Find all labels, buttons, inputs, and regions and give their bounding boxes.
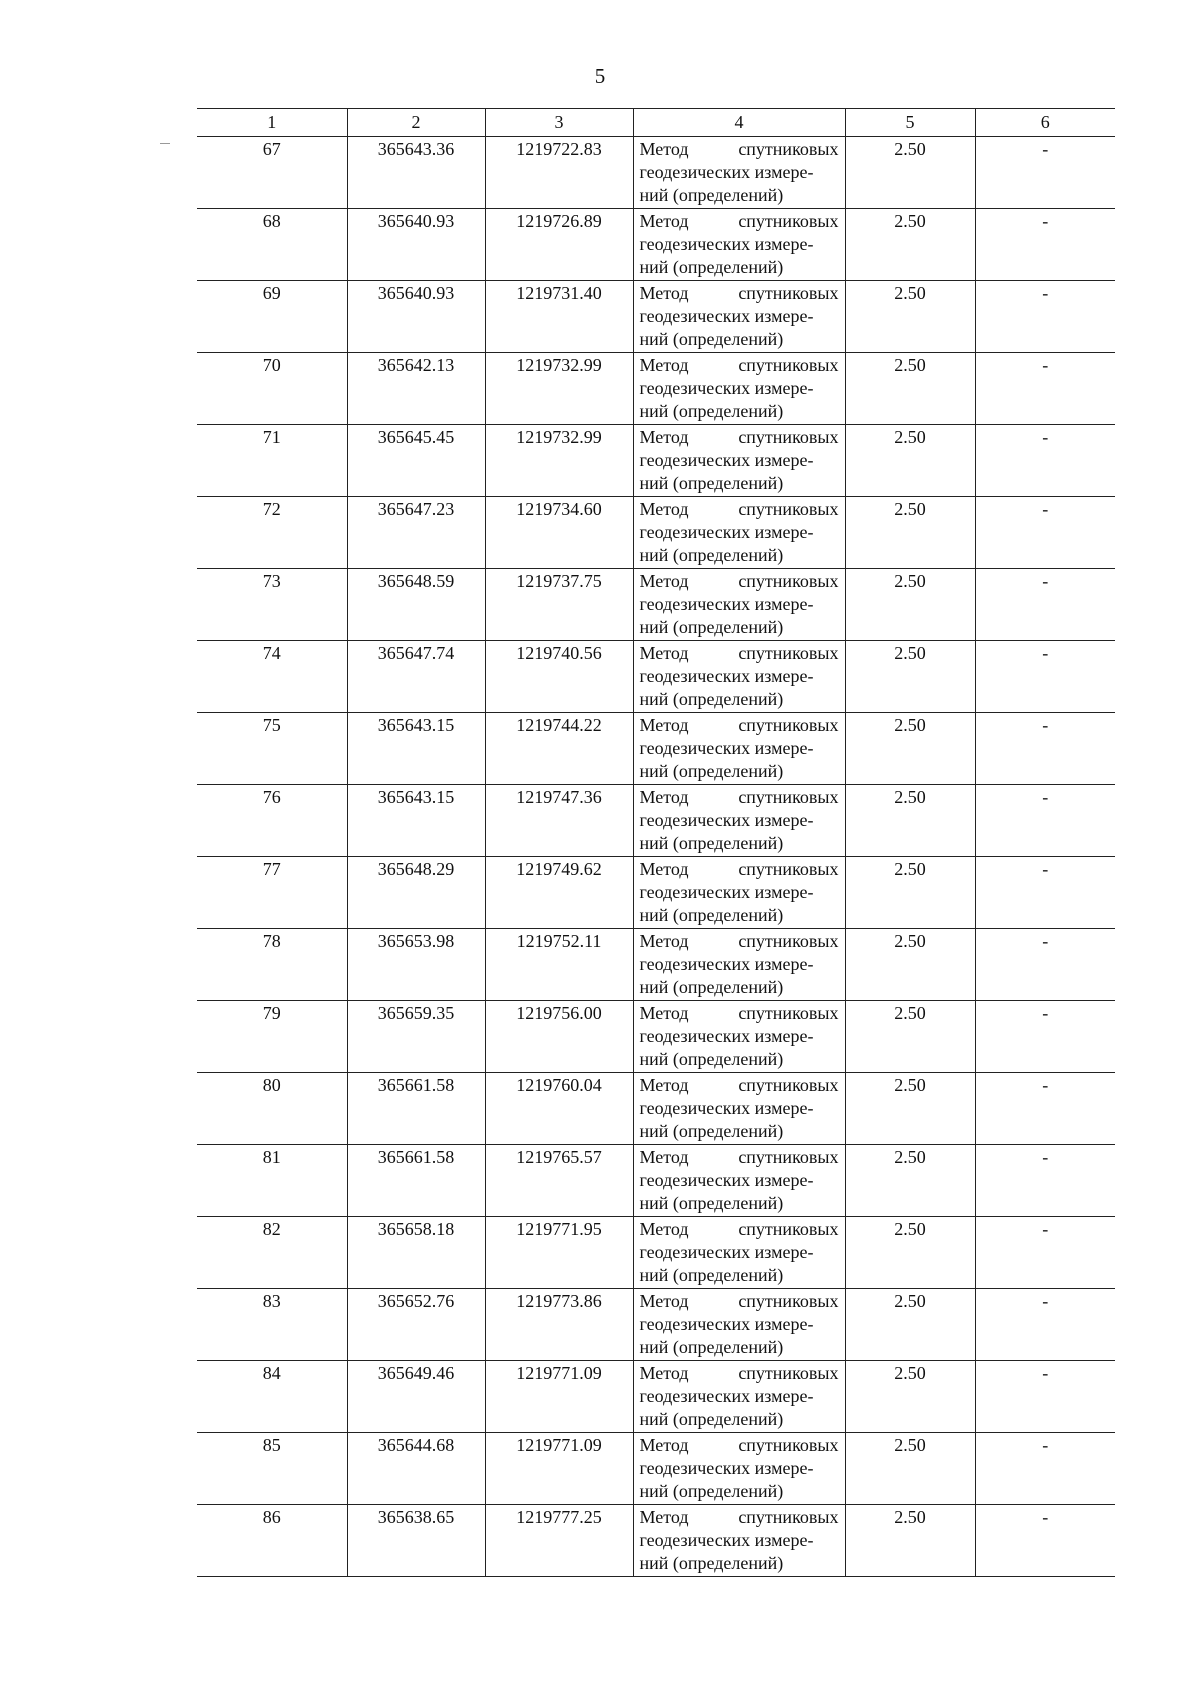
method-line-2: геодезических измере-	[639, 1026, 814, 1046]
method-cell	[633, 1289, 845, 1361]
table-row	[197, 1001, 1115, 1073]
method-line-1	[640, 858, 839, 881]
method-word-2: спутниковых	[738, 859, 839, 879]
table-row	[197, 209, 1115, 281]
header-row	[197, 109, 1115, 137]
method-word-2: спутниковых	[738, 1363, 839, 1383]
header-col-6: 6	[975, 109, 1115, 137]
point-number: 85	[197, 1433, 347, 1505]
table-row	[197, 137, 1115, 209]
method-line-3: ний (определений)	[639, 977, 784, 997]
method-word-2: спутниковых	[738, 1219, 839, 1239]
point-number: 67	[197, 137, 347, 209]
coordinate-y: 1219722.83	[485, 137, 633, 209]
header-col-4: 4	[633, 109, 845, 137]
method-line-3: ний (определений)	[639, 185, 784, 205]
point-number: 75	[197, 713, 347, 785]
coordinate-x: 365640.93	[347, 209, 485, 281]
coordinate-y: 1219737.75	[485, 569, 633, 641]
method-word-2: спутниковых	[738, 1291, 839, 1311]
method-cell	[633, 209, 845, 281]
method-line-1	[640, 1434, 839, 1457]
method-line-1	[640, 786, 839, 809]
method-line-2: геодезических измере-	[639, 234, 814, 254]
method-line-1	[640, 1074, 839, 1097]
coordinate-y: 1219752.11	[485, 929, 633, 1001]
method-line-1	[640, 930, 839, 953]
method-line-3: ний (определений)	[639, 1409, 784, 1429]
accuracy-value: 2.50	[845, 569, 975, 641]
header-col-3: 3	[485, 109, 633, 137]
method-word-2: спутниковых	[738, 211, 839, 231]
method-word-1: Метод	[639, 715, 689, 735]
coordinate-x: 365658.18	[347, 1217, 485, 1289]
coordinate-x: 365645.45	[347, 425, 485, 497]
method-word-2: спутниковых	[738, 1075, 839, 1095]
coordinate-y: 1219744.22	[485, 713, 633, 785]
method-word-2: спутниковых	[738, 1147, 839, 1167]
point-number: 76	[197, 785, 347, 857]
table-row	[197, 857, 1115, 929]
method-word-2: спутниковых	[738, 931, 839, 951]
table-row	[197, 1073, 1115, 1145]
coordinate-y: 1219771.95	[485, 1217, 633, 1289]
scan-mark	[160, 143, 170, 144]
point-number: 78	[197, 929, 347, 1001]
method-line-1	[640, 570, 839, 593]
method-line-1	[640, 714, 839, 737]
coordinate-x: 365648.29	[347, 857, 485, 929]
coordinate-y: 1219771.09	[485, 1433, 633, 1505]
method-word-1: Метод	[639, 643, 689, 663]
method-line-2: геодезических измере-	[639, 162, 814, 182]
method-word-2: спутниковых	[738, 643, 839, 663]
method-word-2: спутниковых	[738, 139, 839, 159]
table-row	[197, 1361, 1115, 1433]
method-word-1: Метод	[639, 571, 689, 591]
method-word-1: Метод	[639, 1363, 689, 1383]
method-word-1: Метод	[639, 499, 689, 519]
method-word-1: Метод	[639, 211, 689, 231]
note-value: -	[975, 1145, 1115, 1217]
note-value: -	[975, 713, 1115, 785]
accuracy-value: 2.50	[845, 1289, 975, 1361]
method-cell	[633, 137, 845, 209]
method-line-3: ний (определений)	[639, 1337, 784, 1357]
method-cell	[633, 353, 845, 425]
method-cell	[633, 857, 845, 929]
note-value: -	[975, 641, 1115, 713]
accuracy-value: 2.50	[845, 641, 975, 713]
method-word-1: Метод	[639, 1219, 689, 1239]
table-row	[197, 281, 1115, 353]
method-word-1: Метод	[639, 787, 689, 807]
coordinate-y: 1219765.57	[485, 1145, 633, 1217]
table-row	[197, 1505, 1115, 1577]
note-value: -	[975, 1361, 1115, 1433]
coordinate-x: 365659.35	[347, 1001, 485, 1073]
method-cell	[633, 1361, 845, 1433]
note-value: -	[975, 209, 1115, 281]
method-line-1	[640, 1362, 839, 1385]
method-line-2: геодезических измере-	[639, 1242, 814, 1262]
method-word-1: Метод	[639, 859, 689, 879]
method-line-3: ний (определений)	[639, 905, 784, 925]
header-col-1: 1	[197, 109, 347, 137]
note-value: -	[975, 1289, 1115, 1361]
point-number: 70	[197, 353, 347, 425]
method-line-2: геодезических измере-	[639, 1386, 814, 1406]
method-line-3: ний (определений)	[639, 1121, 784, 1141]
method-line-2: геодезических измере-	[639, 522, 814, 542]
method-word-1: Метод	[639, 1435, 689, 1455]
method-cell	[633, 425, 845, 497]
method-line-1	[640, 1218, 839, 1241]
method-word-1: Метод	[639, 355, 689, 375]
method-cell	[633, 1001, 845, 1073]
method-line-2: геодезических измере-	[639, 450, 814, 470]
method-word-2: спутниковых	[738, 787, 839, 807]
coordinate-y: 1219760.04	[485, 1073, 633, 1145]
method-line-2: геодезических измере-	[639, 666, 814, 686]
accuracy-value: 2.50	[845, 1433, 975, 1505]
note-value: -	[975, 353, 1115, 425]
coordinate-y: 1219756.00	[485, 1001, 633, 1073]
accuracy-value: 2.50	[845, 857, 975, 929]
coordinate-y: 1219740.56	[485, 641, 633, 713]
table-row	[197, 425, 1115, 497]
method-line-1	[640, 210, 839, 233]
method-line-3: ний (определений)	[639, 1049, 784, 1069]
coordinates-table	[197, 108, 1115, 1577]
accuracy-value: 2.50	[845, 425, 975, 497]
table-row	[197, 713, 1115, 785]
coordinate-x: 365640.93	[347, 281, 485, 353]
table-header	[197, 109, 1115, 137]
accuracy-value: 2.50	[845, 1505, 975, 1577]
table-row	[197, 497, 1115, 569]
method-cell	[633, 1073, 845, 1145]
method-word-1: Метод	[639, 1147, 689, 1167]
note-value: -	[975, 137, 1115, 209]
coordinate-y: 1219734.60	[485, 497, 633, 569]
method-line-3: ний (определений)	[639, 1193, 784, 1213]
point-number: 77	[197, 857, 347, 929]
accuracy-value: 2.50	[845, 1145, 975, 1217]
method-line-2: геодезических измере-	[639, 594, 814, 614]
method-word-1: Метод	[639, 139, 689, 159]
method-word-1: Метод	[639, 427, 689, 447]
coordinate-x: 365644.68	[347, 1433, 485, 1505]
coordinate-y: 1219777.25	[485, 1505, 633, 1577]
method-line-2: геодезических измере-	[639, 1458, 814, 1478]
page-number: 5	[594, 64, 606, 88]
method-line-3: ний (определений)	[639, 833, 784, 853]
note-value: -	[975, 569, 1115, 641]
note-value: -	[975, 1433, 1115, 1505]
method-line-3: ний (определений)	[639, 329, 784, 349]
coordinate-x: 365642.13	[347, 353, 485, 425]
accuracy-value: 2.50	[845, 1001, 975, 1073]
method-line-1	[640, 1002, 839, 1025]
method-line-1	[640, 1290, 839, 1313]
method-line-3: ний (определений)	[639, 1265, 784, 1285]
accuracy-value: 2.50	[845, 209, 975, 281]
method-word-1: Метод	[639, 1075, 689, 1095]
point-number: 79	[197, 1001, 347, 1073]
coordinate-x: 365652.76	[347, 1289, 485, 1361]
method-cell	[633, 569, 845, 641]
method-line-3: ний (определений)	[639, 257, 784, 277]
coordinate-y: 1219732.99	[485, 425, 633, 497]
method-cell	[633, 1217, 845, 1289]
method-word-2: спутниковых	[738, 571, 839, 591]
method-cell	[633, 641, 845, 713]
note-value: -	[975, 425, 1115, 497]
method-cell	[633, 1145, 845, 1217]
coordinate-y: 1219749.62	[485, 857, 633, 929]
point-number: 84	[197, 1361, 347, 1433]
note-value: -	[975, 857, 1115, 929]
method-line-2: геодезических измере-	[639, 1098, 814, 1118]
note-value: -	[975, 1073, 1115, 1145]
method-word-1: Метод	[639, 283, 689, 303]
note-value: -	[975, 929, 1115, 1001]
header-col-2: 2	[347, 109, 485, 137]
table-row	[197, 1289, 1115, 1361]
note-value: -	[975, 1505, 1115, 1577]
point-number: 80	[197, 1073, 347, 1145]
method-word-2: спутниковых	[738, 499, 839, 519]
point-number: 81	[197, 1145, 347, 1217]
accuracy-value: 2.50	[845, 785, 975, 857]
note-value: -	[975, 497, 1115, 569]
method-line-1	[640, 642, 839, 665]
table-row	[197, 785, 1115, 857]
method-word-2: спутниковых	[738, 283, 839, 303]
coordinate-y: 1219731.40	[485, 281, 633, 353]
coordinate-x: 365638.65	[347, 1505, 485, 1577]
table-row	[197, 353, 1115, 425]
header-col-5: 5	[845, 109, 975, 137]
table-body	[197, 137, 1115, 1577]
method-line-2: геодезических измере-	[639, 738, 814, 758]
point-number: 73	[197, 569, 347, 641]
method-word-2: спутниковых	[738, 355, 839, 375]
coordinate-x: 365653.98	[347, 929, 485, 1001]
accuracy-value: 2.50	[845, 281, 975, 353]
method-line-3: ний (определений)	[639, 1553, 784, 1573]
method-line-1	[640, 498, 839, 521]
coordinate-y: 1219773.86	[485, 1289, 633, 1361]
method-line-2: геодезических измере-	[639, 1314, 814, 1334]
method-cell	[633, 713, 845, 785]
accuracy-value: 2.50	[845, 1073, 975, 1145]
method-line-2: геодезических измере-	[639, 306, 814, 326]
method-line-1	[640, 138, 839, 161]
method-cell	[633, 785, 845, 857]
method-word-1: Метод	[639, 1003, 689, 1023]
accuracy-value: 2.50	[845, 713, 975, 785]
method-line-3: ний (определений)	[639, 1481, 784, 1501]
method-word-2: спутниковых	[738, 1003, 839, 1023]
point-number: 72	[197, 497, 347, 569]
point-number: 86	[197, 1505, 347, 1577]
coordinate-x: 365648.59	[347, 569, 485, 641]
method-word-2: спутниковых	[738, 427, 839, 447]
coordinate-x: 365643.15	[347, 785, 485, 857]
point-number: 74	[197, 641, 347, 713]
table-row	[197, 1217, 1115, 1289]
method-line-1	[640, 282, 839, 305]
method-line-3: ний (определений)	[639, 545, 784, 565]
method-cell	[633, 281, 845, 353]
point-number: 83	[197, 1289, 347, 1361]
coordinate-x: 365649.46	[347, 1361, 485, 1433]
note-value: -	[975, 785, 1115, 857]
coordinate-x: 365643.36	[347, 137, 485, 209]
table-row	[197, 569, 1115, 641]
accuracy-value: 2.50	[845, 137, 975, 209]
coordinate-y: 1219726.89	[485, 209, 633, 281]
accuracy-value: 2.50	[845, 1217, 975, 1289]
point-number: 71	[197, 425, 347, 497]
point-number: 82	[197, 1217, 347, 1289]
coordinate-x: 365643.15	[347, 713, 485, 785]
coordinate-x: 365647.74	[347, 641, 485, 713]
method-line-3: ний (определений)	[639, 401, 784, 421]
note-value: -	[975, 1001, 1115, 1073]
method-line-2: геодезических измере-	[639, 810, 814, 830]
method-word-2: спутниковых	[738, 1435, 839, 1455]
method-line-1	[640, 426, 839, 449]
coordinate-x: 365661.58	[347, 1073, 485, 1145]
coordinate-y: 1219771.09	[485, 1361, 633, 1433]
method-cell	[633, 1433, 845, 1505]
method-cell	[633, 1505, 845, 1577]
method-line-2: геодезических измере-	[639, 378, 814, 398]
accuracy-value: 2.50	[845, 497, 975, 569]
method-line-3: ний (определений)	[639, 473, 784, 493]
coordinate-y: 1219747.36	[485, 785, 633, 857]
point-number: 69	[197, 281, 347, 353]
method-line-2: геодезических измере-	[639, 1530, 814, 1550]
method-word-1: Метод	[639, 1507, 689, 1527]
table-row	[197, 1433, 1115, 1505]
method-line-3: ний (определений)	[639, 689, 784, 709]
coordinate-x: 365661.58	[347, 1145, 485, 1217]
coordinate-y: 1219732.99	[485, 353, 633, 425]
note-value: -	[975, 1217, 1115, 1289]
method-line-2: геодезических измере-	[639, 882, 814, 902]
accuracy-value: 2.50	[845, 353, 975, 425]
method-line-3: ний (определений)	[639, 617, 784, 637]
method-word-1: Метод	[639, 1291, 689, 1311]
method-word-2: спутниковых	[738, 1507, 839, 1527]
point-number: 68	[197, 209, 347, 281]
table-row	[197, 1145, 1115, 1217]
coordinate-x: 365647.23	[347, 497, 485, 569]
method-word-1: Метод	[639, 931, 689, 951]
note-value: -	[975, 281, 1115, 353]
method-word-2: спутниковых	[738, 715, 839, 735]
accuracy-value: 2.50	[845, 929, 975, 1001]
method-line-2: геодезических измере-	[639, 954, 814, 974]
table-row	[197, 641, 1115, 713]
method-line-1	[640, 354, 839, 377]
method-line-2: геодезических измере-	[639, 1170, 814, 1190]
table-row	[197, 929, 1115, 1001]
method-line-3: ний (определений)	[639, 761, 784, 781]
method-cell	[633, 929, 845, 1001]
method-line-1	[640, 1146, 839, 1169]
accuracy-value: 2.50	[845, 1361, 975, 1433]
method-line-1	[640, 1506, 839, 1529]
method-cell	[633, 497, 845, 569]
